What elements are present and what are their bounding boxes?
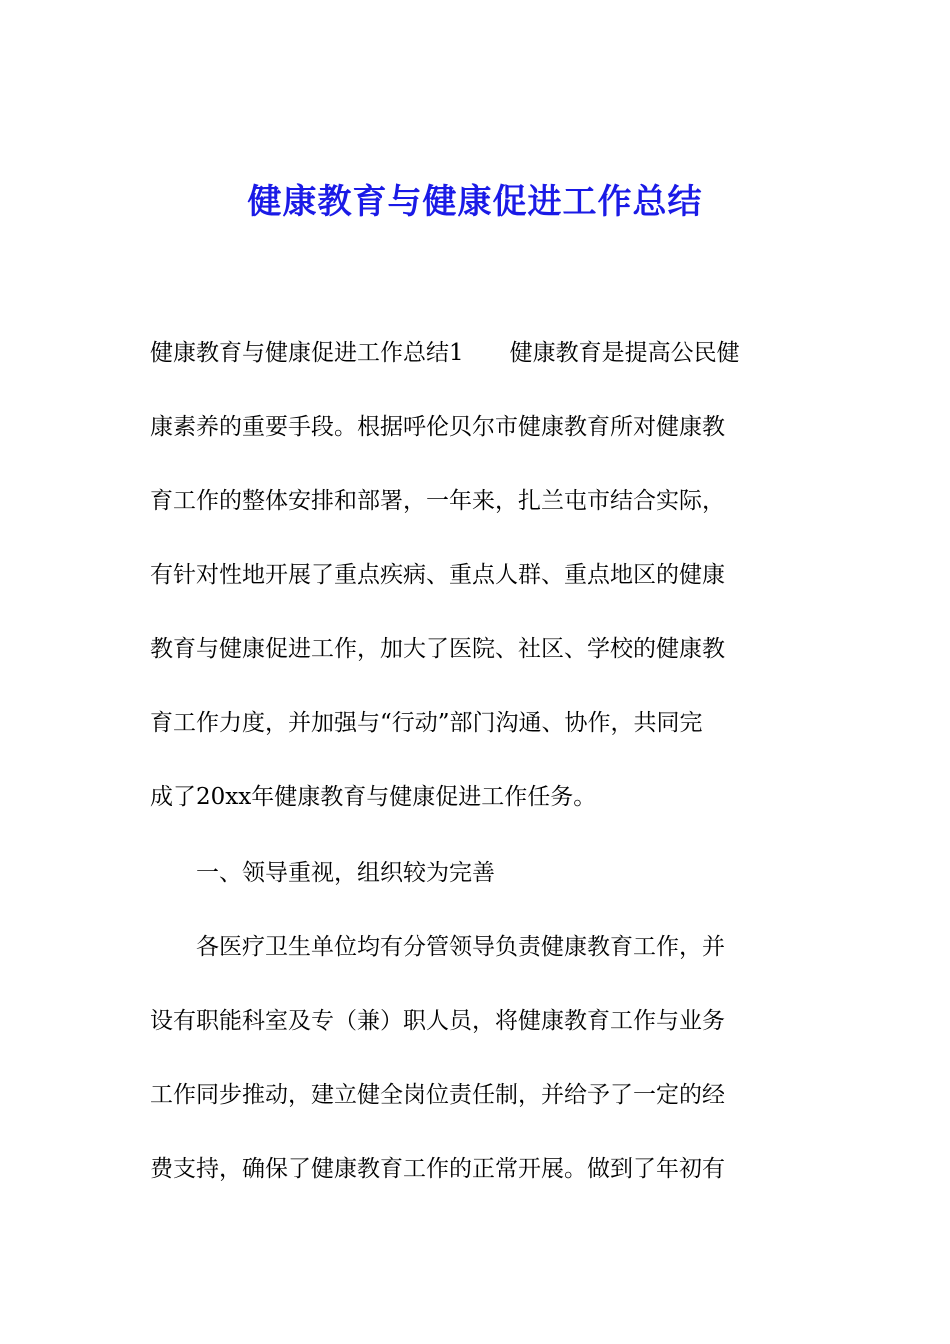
body-line-10: 设有职能科室及专（兼）职人员，将健康教育工作与业务 [150,1008,725,1034]
body-line-5: 教育与健康促进工作，加大了医院、社区、学校的健康教 [150,636,725,662]
body-line-7: 成了20xx年健康教育与健康促进工作任务。 [150,784,597,810]
document-title: 健康教育与健康促进工作总结 [247,182,703,222]
body-line-2: 康素养的重要手段。根据呼伦贝尔市健康教育所对健康教 [150,414,725,440]
body-line-3: 育工作的整体安排和部署，一年来，扎兰屯市结合实际， [150,488,725,514]
body-line-11: 工作同步推动，建立健全岗位责任制，并给予了一定的经 [150,1082,725,1108]
body-line-6: 育工作力度，并加强与“行动”部门沟通、协作，共同完 [150,710,703,736]
body-line-1: 健康教育与健康促进工作总结1 健康教育是提高公民健 [150,340,740,366]
body-line-4: 有针对性地开展了重点疾病、重点人群、重点地区的健康 [150,562,725,588]
section-heading: 一、领导重视，组织较为完善 [150,860,495,886]
body-line-9: 各医疗卫生单位均有分管领导负责健康教育工作，并 [150,934,725,960]
body-line-12: 费支持，确保了健康教育工作的正常开展。做到了年初有 [150,1156,725,1182]
